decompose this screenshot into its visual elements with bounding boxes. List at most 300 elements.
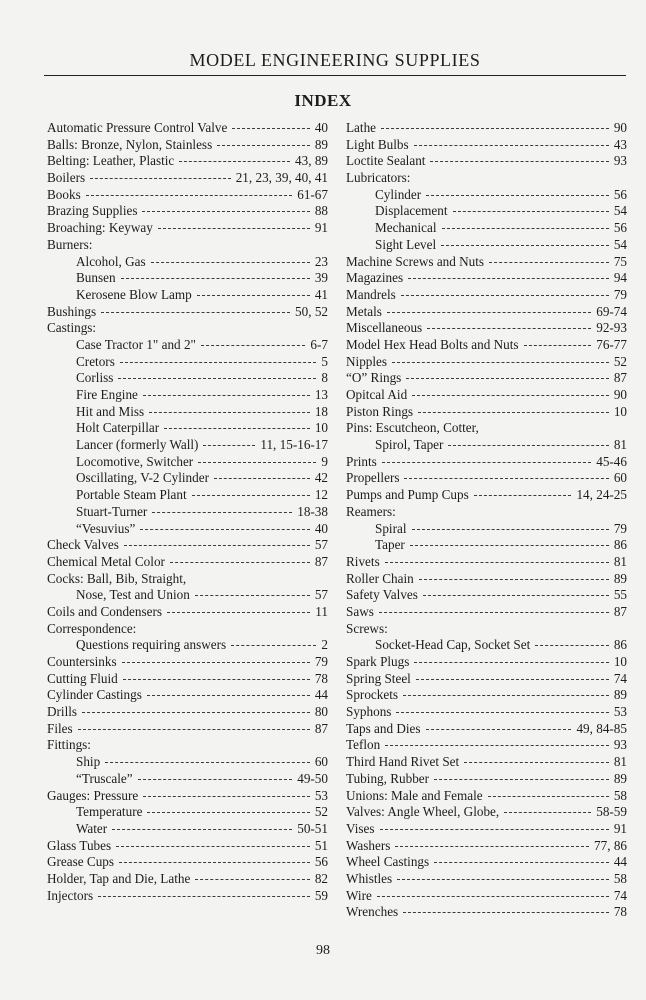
dot-leader: [195, 595, 310, 596]
entry-label: Vises: [346, 820, 375, 836]
index-entry: [346, 854, 627, 871]
index-entry: [47, 571, 328, 588]
entry-label: Mandrels: [346, 286, 396, 302]
entry-label: Case Tractor 1" and 2": [76, 336, 196, 352]
entry-label: Water: [76, 820, 108, 836]
index-entry: [346, 537, 627, 554]
entry-label: Propellers: [346, 470, 400, 486]
dot-leader: [120, 362, 317, 363]
entry-label: Ship: [76, 754, 101, 770]
index-entry: [346, 137, 627, 154]
entry-label: Bushings: [47, 303, 97, 319]
index-entry: [47, 454, 328, 471]
dot-leader: [489, 262, 609, 263]
index-entry: [47, 587, 328, 604]
dot-leader: [116, 846, 310, 847]
entry-label: Safety Valves: [346, 587, 418, 603]
dot-leader: [138, 779, 293, 780]
dot-leader: [385, 562, 609, 563]
entry-label: Lancer (formerly Wall): [76, 437, 199, 453]
entry-label: Cretors: [76, 353, 115, 369]
entry-label: Automatic Pressure Control Valve: [47, 120, 228, 135]
dot-leader: [524, 345, 592, 346]
entry-label: Reamers:: [346, 503, 396, 519]
dot-leader: [426, 729, 572, 730]
dot-leader: [198, 462, 316, 463]
entry-page-ref: 52: [613, 353, 627, 369]
dot-leader: [98, 896, 310, 897]
dot-leader: [406, 378, 609, 379]
entry-label: Spiral: [375, 520, 407, 536]
index-entry: [47, 487, 328, 504]
entry-label: Locomotive, Switcher: [76, 453, 194, 469]
index-column-right: [346, 120, 627, 921]
index-entry: [346, 704, 627, 721]
entry-label: Teflon: [346, 737, 381, 753]
entry-label: Check Valves: [47, 537, 119, 553]
index-entry: [346, 170, 627, 187]
dot-leader: [231, 645, 316, 646]
index-entry: [47, 470, 328, 487]
entry-page-ref: 89: [613, 687, 627, 703]
dot-leader: [401, 295, 609, 296]
dot-leader: [118, 378, 316, 379]
entry-label: Unions: Male and Female: [346, 787, 483, 803]
index-entry: [346, 120, 627, 137]
entry-label: Valves: Angle Wheel, Globe,: [346, 804, 500, 820]
index-entry: [47, 287, 328, 304]
index-entry: [346, 587, 627, 604]
index-entry: [47, 637, 328, 654]
index-entry: [346, 687, 627, 704]
entry-page-ref: 58-59: [596, 804, 627, 820]
entry-label: Lathe: [346, 120, 377, 135]
entry-page-ref: 87: [314, 720, 328, 736]
index-entry: [47, 671, 328, 688]
dot-leader: [395, 846, 589, 847]
index-entry: [47, 203, 328, 220]
index-entry: [47, 387, 328, 404]
entry-label: Tubing, Rubber: [346, 770, 430, 786]
entry-label: Kerosene Blow Lamp: [76, 286, 192, 302]
entry-page-ref: 8: [321, 370, 328, 386]
entry-label: Wheel Castings: [346, 854, 430, 870]
entry-page-ref: 44: [314, 687, 328, 703]
entry-label: Sight Level: [375, 236, 437, 252]
entry-page-ref: 91: [613, 820, 627, 836]
index-entry: [346, 888, 627, 905]
dot-leader: [124, 545, 310, 546]
index-entry: [346, 554, 627, 571]
entry-page-ref: 56: [613, 220, 627, 236]
dot-leader: [448, 445, 608, 446]
dot-leader: [151, 262, 310, 263]
dot-leader: [488, 796, 609, 797]
index-entry: [346, 437, 627, 454]
entry-page-ref: 74: [613, 670, 627, 686]
entry-label: Belting: Leather, Plastic: [47, 153, 175, 169]
entry-label: Files: [47, 720, 73, 736]
entry-label: Countersinks: [47, 654, 117, 669]
index-entry: [47, 554, 328, 571]
index-entry: [47, 404, 328, 421]
entry-page-ref: 14, 24-25: [576, 487, 627, 503]
entry-label: Brazing Supplies: [47, 203, 138, 219]
index-entry: [47, 537, 328, 554]
entry-label: Hit and Miss: [76, 403, 145, 419]
entry-page-ref: 43, 89: [295, 153, 328, 169]
index-entry: [346, 737, 627, 754]
entry-page-ref: 69-74: [596, 303, 627, 319]
dot-leader: [423, 595, 609, 596]
entry-label: Drills: [47, 704, 78, 720]
entry-page-ref: 89: [613, 570, 627, 586]
index-entry: [47, 220, 328, 237]
index-entry: [346, 504, 627, 521]
dot-leader: [179, 161, 290, 162]
dot-leader: [167, 612, 310, 613]
entry-page-ref: 93: [613, 153, 627, 169]
entry-page-ref: 92-93: [596, 320, 627, 336]
entry-page-ref: 11: [315, 603, 328, 619]
entry-page-ref: 39: [314, 270, 328, 286]
dot-leader: [426, 195, 609, 196]
dot-leader: [122, 662, 310, 663]
index-entry: [47, 254, 328, 271]
entry-page-ref: 87: [613, 370, 627, 386]
entry-label: Wire: [346, 887, 372, 903]
dot-leader: [474, 495, 572, 496]
dot-leader: [377, 896, 609, 897]
entry-page-ref: 51: [314, 837, 328, 853]
index-entry: [346, 354, 627, 371]
entry-label: Nose, Test and Union: [76, 587, 190, 603]
index-entry: [346, 220, 627, 237]
index-entry: [346, 337, 627, 354]
index-entry: [346, 153, 627, 170]
index-entry: [346, 838, 627, 855]
entry-label: Bunsen: [76, 270, 116, 286]
dot-leader: [412, 529, 609, 530]
entry-page-ref: 60: [314, 754, 328, 770]
entry-label: Taps and Dies: [346, 720, 421, 736]
index-entry: [47, 370, 328, 387]
dot-leader: [164, 428, 310, 429]
index-entry: [346, 721, 627, 738]
index-entry: [47, 304, 328, 321]
dot-leader: [414, 145, 609, 146]
entry-label: Magazines: [346, 270, 404, 286]
page-number: 98: [316, 943, 330, 958]
entry-label: Lubricators:: [346, 170, 411, 186]
dot-leader: [123, 679, 310, 680]
index-entry: [47, 871, 328, 888]
dot-leader: [396, 712, 608, 713]
index-entry: [346, 654, 627, 671]
dot-leader: [147, 812, 309, 813]
entry-label: Whistles: [346, 870, 393, 886]
dot-leader: [217, 145, 310, 146]
entry-page-ref: 58: [613, 787, 627, 803]
entry-page-ref: 10: [613, 654, 627, 669]
entry-label: Light Bulbs: [346, 136, 409, 152]
index-entry: [346, 871, 627, 888]
dot-leader: [419, 579, 609, 580]
dot-leader: [387, 312, 591, 313]
index-entry: [346, 604, 627, 621]
dot-leader: [504, 812, 591, 813]
index-entry: [47, 504, 328, 521]
entry-label: Piston Rings: [346, 403, 414, 419]
index-entry: [346, 754, 627, 771]
entry-page-ref: 13: [314, 387, 328, 402]
entry-label: Temperature: [76, 804, 143, 820]
index-entry: [346, 571, 627, 588]
index-entry: [47, 654, 328, 671]
entry-label: Balls: Bronze, Nylon, Stainless: [47, 136, 213, 152]
dot-leader: [434, 862, 609, 863]
dot-leader: [414, 662, 608, 663]
index-entry: [346, 521, 627, 538]
dot-leader: [197, 295, 310, 296]
dot-leader: [101, 312, 290, 313]
entry-page-ref: 9: [321, 453, 328, 469]
index-entry: [346, 203, 627, 220]
entry-page-ref: 5: [321, 353, 328, 369]
entry-label: Alcohol, Gas: [76, 253, 146, 269]
dot-leader: [201, 345, 305, 346]
dot-leader: [78, 729, 310, 730]
entry-label: “O” Rings: [346, 370, 402, 386]
entry-label: Cylinder: [375, 186, 422, 202]
dot-leader: [105, 762, 310, 763]
header-rule: [44, 75, 626, 76]
entry-page-ref: 49, 84-85: [576, 720, 627, 736]
entry-page-ref: 60: [613, 470, 627, 486]
entry-page-ref: 40: [314, 520, 328, 536]
entry-label: “Vesuvius”: [76, 520, 136, 536]
entry-page-ref: 74: [613, 887, 627, 903]
entry-page-ref: 12: [314, 487, 328, 503]
entry-label: Taper: [375, 537, 405, 553]
dot-leader: [152, 512, 292, 513]
index-entry: [47, 187, 328, 204]
entry-page-ref: 91: [314, 220, 328, 236]
entry-label: Injectors: [47, 887, 94, 903]
entry-label: Broaching: Keyway: [47, 220, 153, 236]
entry-page-ref: 93: [613, 737, 627, 753]
entry-page-ref: 56: [314, 854, 328, 870]
entry-page-ref: 52: [314, 804, 328, 820]
entry-page-ref: 79: [314, 654, 328, 669]
dot-leader: [412, 395, 609, 396]
dot-leader: [397, 879, 609, 880]
entry-page-ref: 58: [613, 870, 627, 886]
entry-page-ref: 6-7: [310, 336, 328, 352]
entry-page-ref: 87: [613, 603, 627, 619]
index-entry: [47, 771, 328, 788]
entry-label: Portable Steam Plant: [76, 487, 187, 503]
dot-leader: [82, 712, 310, 713]
index-entry: [346, 637, 627, 654]
entry-page-ref: 87: [314, 553, 328, 569]
entry-label: Fittings:: [47, 737, 91, 753]
entry-label: Spark Plugs: [346, 654, 410, 669]
entry-page-ref: 78: [613, 904, 627, 920]
entry-page-ref: 81: [613, 754, 627, 770]
index-entry: [346, 487, 627, 504]
entry-page-ref: 21, 23, 39, 40, 41: [235, 170, 328, 186]
index-entry: [346, 387, 627, 404]
index-entry: [346, 454, 627, 471]
index-entry: [47, 804, 328, 821]
index-entry: [47, 354, 328, 371]
index-entry: [47, 437, 328, 454]
entry-label: Machine Screws and Nuts: [346, 253, 485, 269]
entry-page-ref: 50-51: [297, 820, 328, 836]
entry-label: Saws: [346, 603, 374, 619]
entry-page-ref: 10: [314, 420, 328, 436]
entry-page-ref: 49-50: [297, 770, 328, 786]
index-entry: [346, 370, 627, 387]
entry-label: Sprockets: [346, 687, 399, 703]
dot-leader: [214, 478, 310, 479]
index-entry: [47, 120, 328, 137]
entry-label: Third Hand Rivet Set: [346, 754, 460, 770]
entry-label: Burners:: [47, 236, 93, 252]
index-entry: [346, 320, 627, 337]
index-entry: [47, 838, 328, 855]
dot-leader: [403, 912, 609, 913]
entry-page-ref: 18-38: [297, 503, 328, 519]
index-entry: [47, 721, 328, 738]
dot-leader: [403, 695, 609, 696]
entry-label: Glass Tubes: [47, 837, 112, 853]
index-entry: [47, 237, 328, 254]
dot-leader: [385, 745, 609, 746]
dot-leader: [408, 278, 609, 279]
entry-page-ref: 82: [314, 870, 328, 886]
entry-label: Grease Cups: [47, 854, 115, 870]
dot-leader: [464, 762, 609, 763]
entry-label: Boilers: [47, 170, 86, 186]
entry-page-ref: 90: [613, 387, 627, 402]
dot-leader: [441, 245, 609, 246]
dot-leader: [90, 178, 231, 179]
entry-label: Model Hex Head Bolts and Nuts: [346, 336, 519, 352]
dot-leader: [418, 412, 609, 413]
dot-leader: [112, 829, 292, 830]
entry-label: Washers: [346, 837, 391, 853]
entry-page-ref: 89: [613, 770, 627, 786]
entry-page-ref: 50, 52: [295, 303, 328, 319]
entry-page-ref: 86: [613, 537, 627, 553]
entry-label: Fire Engine: [76, 387, 138, 402]
entry-page-ref: 75: [613, 253, 627, 269]
index-entry: [47, 854, 328, 871]
index-entry: [47, 754, 328, 771]
entry-label: Corliss: [76, 370, 114, 386]
entry-label: Cylinder Castings: [47, 687, 142, 703]
dot-leader: [158, 228, 310, 229]
index-entry: [47, 788, 328, 805]
index-entry: [346, 287, 627, 304]
entry-page-ref: 42: [314, 470, 328, 486]
dot-leader: [404, 478, 608, 479]
entry-page-ref: 57: [314, 537, 328, 553]
dot-leader: [192, 495, 310, 496]
dot-leader: [392, 362, 609, 363]
index-entry: [47, 320, 328, 337]
dot-leader: [442, 228, 609, 229]
entry-label: Stuart-Turner: [76, 503, 148, 519]
dot-leader: [121, 278, 310, 279]
dot-leader: [170, 562, 310, 563]
entry-page-ref: 53: [314, 787, 328, 803]
entry-label: Pins: Escutcheon, Cotter,: [346, 420, 479, 436]
running-header: MODEL ENGINEERING SUPPLIES: [189, 50, 481, 70]
entry-page-ref: 2: [321, 637, 328, 653]
entry-page-ref: 55: [613, 587, 627, 603]
entry-label: Opitcal Aid: [346, 387, 408, 402]
entry-label: Coils and Condensers: [47, 603, 163, 619]
entry-page-ref: 81: [613, 553, 627, 569]
entry-page-ref: 77, 86: [594, 837, 627, 853]
entry-page-ref: 53: [613, 704, 627, 720]
index-entry: [47, 737, 328, 754]
dot-leader: [86, 195, 293, 196]
index-entry: [346, 254, 627, 271]
entry-label: Spring Steel: [346, 670, 411, 686]
entry-page-ref: 54: [613, 203, 627, 219]
index-entry: [47, 420, 328, 437]
index-entry: [47, 170, 328, 187]
entry-page-ref: 45-46: [596, 453, 627, 469]
index-entry: [47, 270, 328, 287]
index-entry: [346, 771, 627, 788]
dot-leader: [535, 645, 609, 646]
index-entry: [47, 137, 328, 154]
dot-leader: [147, 695, 310, 696]
entry-page-ref: 43: [613, 136, 627, 152]
entry-page-ref: 79: [613, 520, 627, 536]
index-entry: [346, 404, 627, 421]
index-entry: [47, 704, 328, 721]
entry-page-ref: 11, 15-16-17: [260, 437, 328, 453]
index-entry: [47, 153, 328, 170]
entry-page-ref: 86: [613, 637, 627, 653]
entry-page-ref: 57: [314, 587, 328, 603]
index-entry: [47, 687, 328, 704]
entry-page-ref: 79: [613, 286, 627, 302]
index-entry: [346, 788, 627, 805]
entry-page-ref: 80: [314, 704, 328, 720]
dot-leader: [381, 128, 609, 129]
index-entry: [47, 821, 328, 838]
entry-label: Holt Caterpillar: [76, 420, 160, 436]
entry-page-ref: 78: [314, 670, 328, 686]
index-entry: [47, 337, 328, 354]
dot-leader: [143, 796, 310, 797]
index-entry: [346, 671, 627, 688]
entry-label: Books: [47, 186, 81, 202]
entry-page-ref: 18: [314, 403, 328, 419]
entry-label: Correspondence:: [47, 620, 137, 636]
entry-label: Oscillating, V-2 Cylinder: [76, 470, 209, 486]
entry-label: Gauges: Pressure: [47, 787, 139, 803]
entry-page-ref: 40: [314, 120, 328, 135]
entry-label: Prints: [346, 453, 377, 469]
